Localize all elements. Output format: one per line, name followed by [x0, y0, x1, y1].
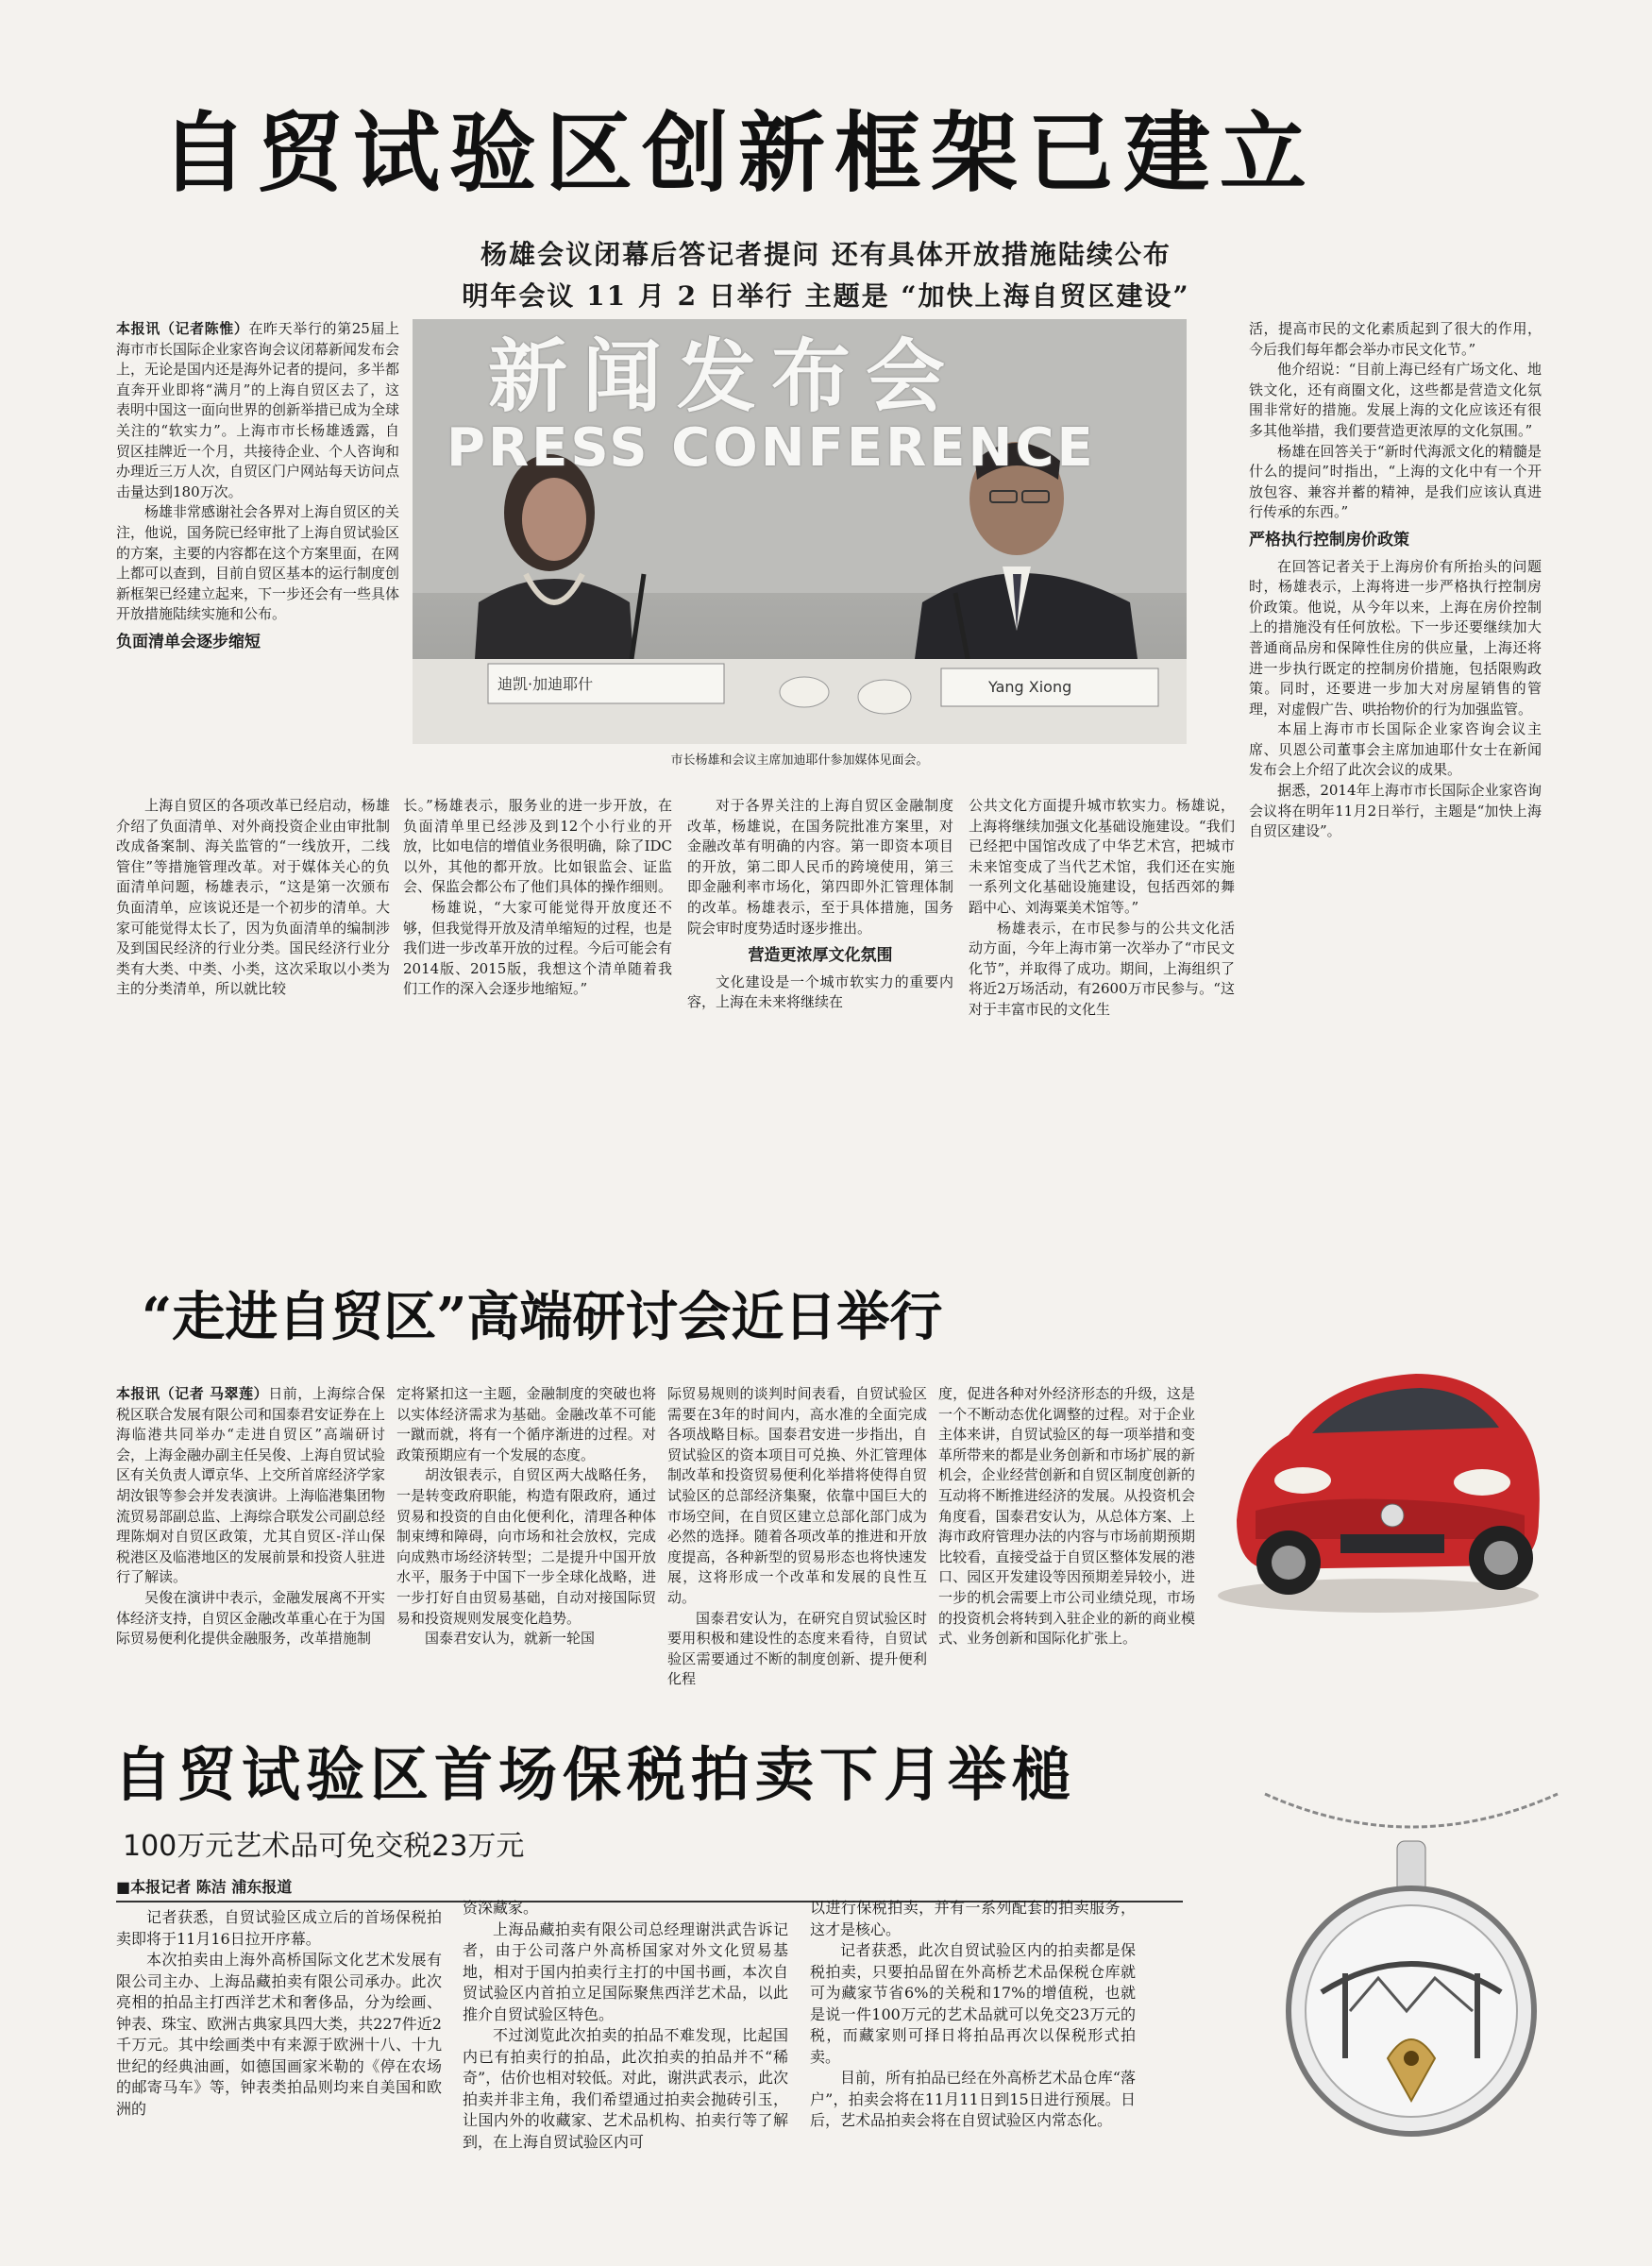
article1-byline: 本报讯（记者陈惟） — [116, 320, 249, 337]
paragraph: 本次拍卖由上海外高桥国际文化艺术发展有限公司主办、上海品藏拍卖有限公司承办。此次亮相的拍品主打西洋艺术和奢侈品，分为绘画、钟表、珠宝、欧洲古典家具四大类，共227件近2千万元。其中绘画类中有来源于欧洲十八、十九世纪的经典油画，如德国画家米勒的《停在农场的邮寄马车》等，钟表类拍品则均来自美国和欧洲的 — [116, 1951, 442, 2118]
article1-row2-col3 — [687, 796, 953, 1079]
paragraph: 公共文化方面提升城市软实力。杨雄说，上海将继续加强文化基础设施建设。“我们已经把中国馆改成了中华艺术宫，把城市未来馆变成了当代艺术馆，我们还在实施一系列文化基础设施建设，包括西郊的舞蹈中心、刘海粟美术馆等。” — [969, 797, 1235, 916]
article1-col1-p1: 在昨天举行的第25届上海市市长国际企业家咨询会议闭幕新闻发布会上，无论是国内还是海外记者的提问，多半都直奔开业即将“满月”的上海自贸区去了，这表明中国这一面向世界的创新举措已成为全球关注的“软实力”。上海市市长杨雄透露，自贸区挂牌近一个月，共接待企业、个人咨询和办理近三万人次，自贸区门户网站每天访问点击量达到180万次。 — [116, 320, 399, 500]
paragraph: 胡汝银表示，自贸区两大战略任务，一是转变政府职能，构造有限政府，通过贸易和投资的自由化便利化，清理各种体制束缚和障碍，向市场和社会放权，完成向成熟市场经济转型；二是提升中国开放水平，服务于中国下一步全球化战略，进一步打好自由贸易基础，自动对接国际贸易和投资规则发展变化趋势。 — [396, 1466, 656, 1627]
article1-row2-col2 — [403, 796, 672, 1079]
article3-col3 — [810, 1898, 1136, 2219]
paragraph: 在回答记者关于上海房价有所抬头的问题时，杨雄表示，上海将进一步严格执行控制房价政策。他说，从今年以来，上海在房价控制上的措施没有任何放松。下一步还要继续加大普通商品房和保障性住房的供应量，上海还将进一步执行既定的控制房价措施，包括限购政策。同时，还要进一步加大对房屋销售的管理，对虚假广告、哄抬物价的行为加强监管。 — [1249, 557, 1542, 718]
paragraph: 度，促进各种对外经济形态的升级，这是一个不断动态优化调整的过程。对于企业主体来讲，自贸试验区的每一项举措和变革所带来的都是业务创新和市场扩展的新机会，企业经营创新和自贸区制度创新的互动将不断推进经济的发展。从投资机会角度看，国泰君安认为，从总体方案、上海市政府管理办法的内容与市场前期预期比较看，直接受益于自贸区整体发展的港口、园区开发建设等因预期差异较小，进一步的机会需要上市公司业绩兑现，市场的投资机会将转到入驻企业的新的商业模式、业务创新和国际化扩张上。 — [938, 1385, 1195, 1648]
paragraph: 定将紧扣这一主题，金融制度的突破也将以实体经济需求为基础。金融改革不可能一蹴而就，将有一个循序渐进的过程。对政策预期应有一个发展的态度。 — [396, 1385, 656, 1463]
paragraph: 上海自贸区的各项改革已经启动，杨雄介绍了负面清单、对外商投资企业由审批制改成备案制、海关监管的“一线放开，二线管住”等措施管理改革。对于媒体关心的负面清单问题，杨雄表示，“这是第一次颁布负面清单，应该说还是一个初步的清单。大家可能觉得太长了，因为负面清单的编制涉及到国民经济的行业分类。国民经济行业分类有大类、中类、小类，这次采取以小类为主的分类清单，所以就比较 — [116, 797, 390, 998]
article1-subhead-2: 明年会议 11 月 2 日举行 主题是 “加快上海自贸区建设” — [462, 280, 1190, 312]
paragraph: 他介绍说：“目前上海已经有广场文化、地铁文化，还有商圈文化，这些都是营造文化氛围非常好的措施。发展上海的文化应该还有很多其他举措，我们要营造更浓厚的文化氛围。” — [1249, 361, 1542, 439]
article1-col1-p2: 杨雄非常感谢社会各界对上海自贸区的关注，他说，国务院已经审批了上海自贸试验区的方案，主要的内容都在这个方案里面，在网上都可以查到，目前自贸区基本的运行制度创新框架已经建立起来，下一步还会有一些具体开放措施陆续实施和公布。 — [116, 503, 399, 623]
article3-col1 — [116, 1907, 442, 2219]
paragraph: 日前，上海综合保税区联合发展有限公司和国泰君安证券在上海临港共同举办“走进自贸区”高端研讨会，上海金融办副主任吴俊、上海自贸试验区有关负责人谭京华、上交所首席经济学家胡汝银等参会并发表演讲。上海临港集团物流贸易部副总监、上海综合联发公司副总经理陈炯对自贸区政策，尤其自贸区-洋山保税港区及临港地区的发展前景和投资人驻进行了解读。 — [116, 1385, 385, 1586]
article1-column-1 — [116, 319, 399, 801]
paragraph: 本届上海市市长国际企业家咨询会议主席、贝恩公司董事会主席加迪耶什女士在新闻发布会上介绍了此次会议的成果。 — [1249, 720, 1542, 779]
paragraph: 记者获悉，自贸试验区成立后的首场保税拍卖即将于11月16日拉开序幕。 — [116, 1908, 442, 1948]
paragraph: 以进行保税拍卖，并有一系列配套的拍卖服务，这才是核心。 — [810, 1899, 1136, 1938]
banner-chinese: 新闻发布会 — [488, 330, 961, 423]
article3-headline: 自贸试验区首场保税拍卖下月举槌 — [113, 1740, 1077, 1809]
article2-byline: 本报讯（记者 马翠莲） — [116, 1385, 269, 1402]
paragraph: 国泰君安认为，就新一轮国 — [425, 1630, 596, 1648]
paragraph: 国泰君安认为，在研究自贸试验区时要用积极和建设性的态度来看待，自贸试验区需要通过不断的制度创新、提升便利化程 — [667, 1609, 927, 1688]
paragraph: 文化建设是一个城市软实力的重要内容，上海在未来将继续在 — [687, 972, 953, 1011]
paragraph: 上海品藏拍卖有限公司总经理谢洪武告诉记者，由于公司落户外高桥国家对外文化贸易基地，相对于国内拍卖行主打的中国书画，本次自贸试验区内首拍立足国际聚焦西洋艺术品，以此推介自贸试验区特色。 — [463, 1919, 788, 2023]
article1-headline: 自贸试验区创新框架已建立 — [160, 103, 1317, 204]
article3-byline: ■本报记者 陈洁 浦东报道 — [116, 1875, 1183, 1902]
paragraph: 际贸易规则的谈判时间表看，自贸试验区需要在3年的时间内，高水准的全面完成各项战略目标。国泰君安进一步指出，自贸试验区的资本项目可兑换、外汇管理体制改革和投资贸易便利化举措将使得自贸试验区的总部经济集聚，依靠中国巨大的市场空间，在自贸区建立总部化部门成为必然的选择。随着各项改革的推进和开放度提高，各种新型的贸易形态也将快速发展，这将形成一个改革和发展的良性互动。 — [667, 1385, 927, 1606]
press-conference-photo — [413, 319, 1187, 744]
paragraph: 据悉，2014年上海市市长国际企业家咨询会议将在明年11月2日举行，主题是“加快上海自贸区建设”。 — [1249, 782, 1542, 840]
paragraph: 对于各界关注的上海自贸区金融制度改革，杨雄说，在国务院批准方案里，对金融改革有明确的内容。第一即资本项目的开放，第二即人民币的跨境使用，第三即金融利率市场化，第四即外汇管理体制的改革。杨雄表示，至于具体措施，国务院会审时度势适时逐步推出。 — [687, 797, 953, 937]
article1-section-negative-list: 负面清单会逐步缩短 — [116, 632, 261, 651]
paragraph: 吴俊在演讲中表示，金融发展离不开实体经济支持，自贸区金融改革重心在于为国际贸易便利化提供金融服务，改革措施制 — [116, 1588, 385, 1648]
article1-subhead-1: 杨雄会议闭幕后答记者提问 还有具体开放措施陆续公布 — [480, 239, 1172, 270]
pendant-jewelry-image — [1256, 1775, 1567, 2190]
paragraph: 杨雄说，“大家可能觉得开放度还不够，但我觉得开放及清单缩短的过程，也是我们进一步改革开放的过程。今后可能会有2014版、2015版，我想这个清单随着我们工作的深入会逐步地缩短。” — [403, 898, 672, 998]
article3-subhead: 100万元艺术品可免交税23万元 — [123, 1830, 525, 1863]
nameplate-left: 迪凯·加迪耶什 — [497, 675, 594, 693]
article1-right-column — [1249, 319, 1542, 1079]
paragraph: 活，提高市民的文化素质起到了很大的作用，今后我们每年都会举办市民文化节。” — [1249, 320, 1542, 358]
article3-col2 — [463, 1898, 788, 2219]
article1-row2-col4 — [969, 796, 1235, 1079]
paragraph: 杨雄在回答关于“新时代海派文化的精髓是什么的提问”时指出，“上海的文化中有一个开放包容、兼容并蓄的精神，是我们应该认真进行传承的东西。” — [1249, 442, 1542, 521]
article2-headline: “走进自贸区”高端研讨会近日举行 — [142, 1286, 943, 1348]
paragraph: 目前，所有拍品已经在外高桥艺术品仓库“落户”，拍卖会将在11月11日到15日进行预展。日后，艺术品拍卖会将在自贸试验区内常态化。 — [810, 2069, 1136, 2129]
article1-section-housing: 严格执行控制房价政策 — [1249, 530, 1409, 550]
photo-caption: 市长杨雄和会议主席加迪耶什参加媒体见面会。 — [670, 753, 929, 768]
article1-section-culture: 营造更浓厚文化氛围 — [748, 946, 893, 966]
paragraph: 不过浏览此次拍卖的拍品不难发现，比起国内已有拍卖行的拍品，此次拍卖的拍品并不“稀奇”，估价也相对较低。对此，谢洪武表示，此次拍卖并非主角，我们希望通过拍卖会抛砖引玉，让国内外的收藏家、艺术品机构、拍卖行等了解到，在上海自贸试验区内可 — [463, 2026, 788, 2151]
paragraph: 记者获悉，此次自贸试验区内的拍卖都是保税拍卖，只要拍品留在外高桥艺术品保税仓库就可为藏家节省6%的关税和17%的增值税，也就是说一件100万元的艺术品就可以免交23万元的税，而藏家则可择日将拍品再次以保税形式拍卖。 — [810, 1941, 1136, 2066]
paragraph: 杨雄表示，在市民参与的公共文化活动方面，今年上海市第一次举办了“市民文化节”，并取得了成功。期间，上海组织了将近2万场活动，有2600万市民参与。“这对于丰富市民的文化生 — [969, 919, 1235, 1018]
nameplate-right: Yang Xiong — [988, 678, 1072, 696]
paragraph: 长。”杨雄表示，服务业的进一步开放，在负面清单里已经涉及到12个小行业的开放，比如电信的增值业务很明确，除了IDC以外，其他的都开放。比如银监会、证监会、保监会都公布了他们具体的操作细则。 — [403, 797, 672, 896]
red-car-image — [1199, 1322, 1558, 1624]
article1-row2-col1 — [116, 796, 390, 1079]
paragraph: 资深藏家。 — [463, 1899, 539, 1917]
banner-english: PRESS CONFERENCE — [447, 417, 1096, 479]
